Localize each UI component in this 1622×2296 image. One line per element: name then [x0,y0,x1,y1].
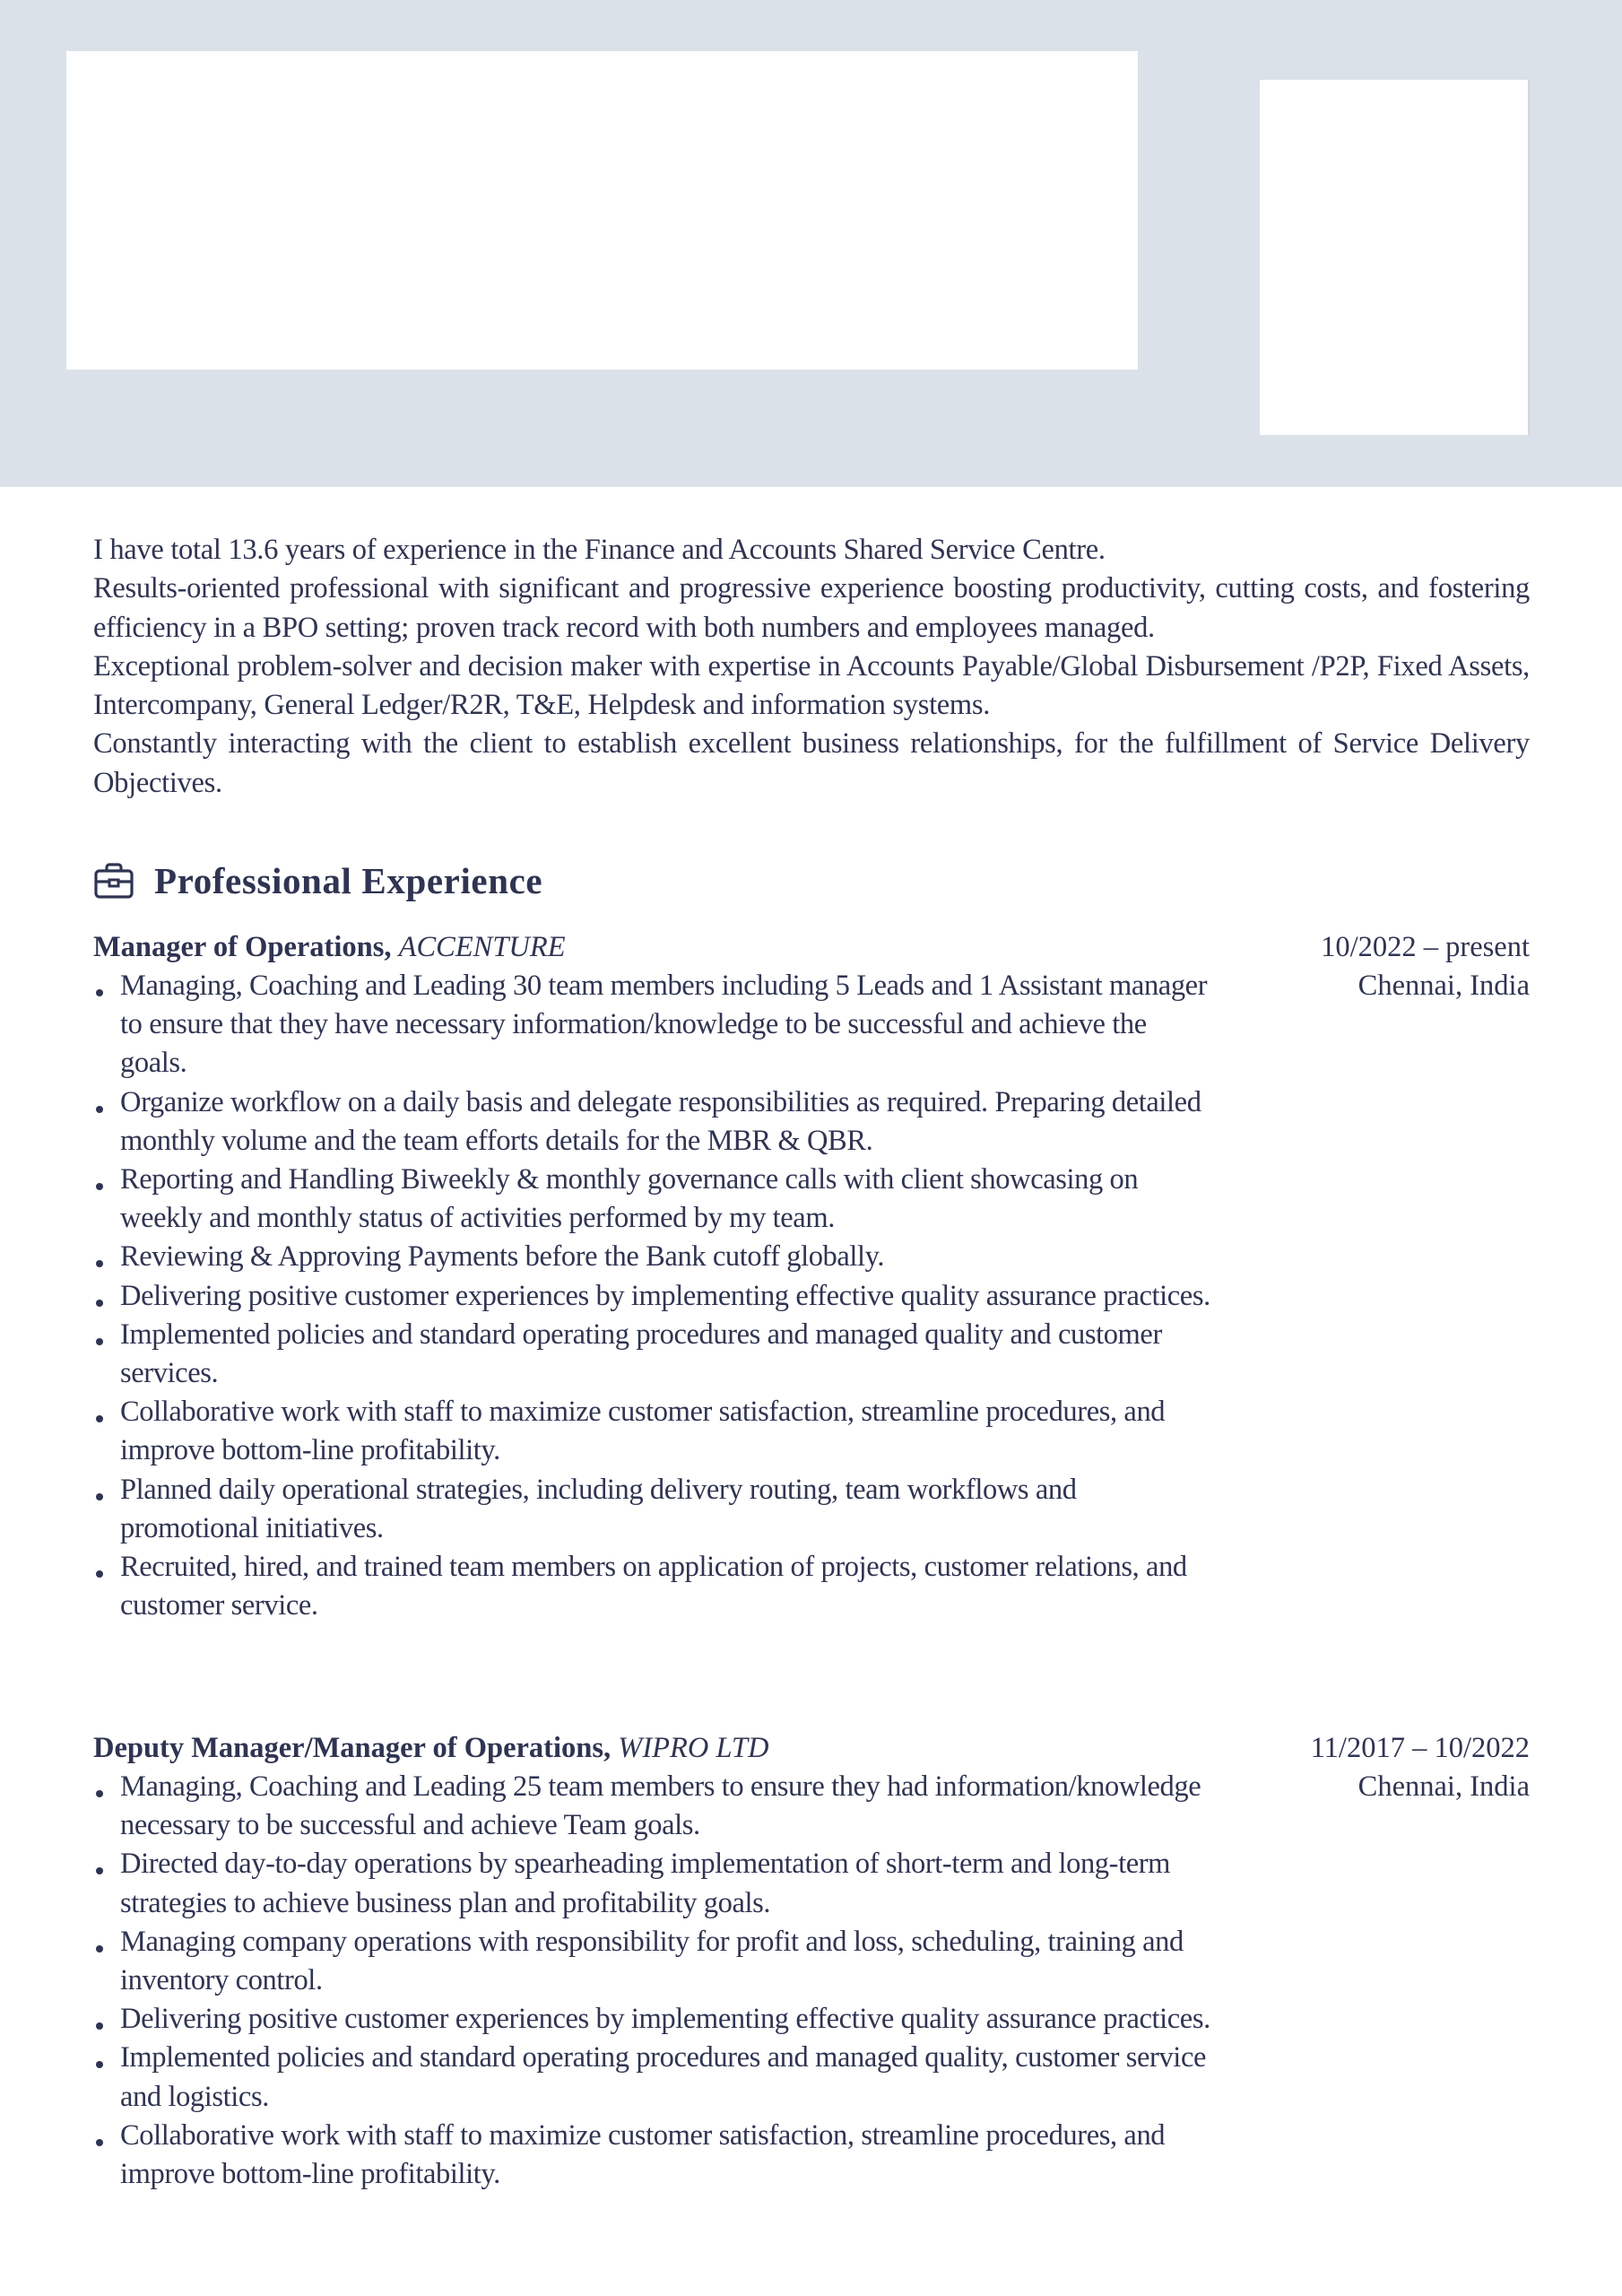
bullet-item: Managing, Coaching and Leading 25 team members to ensure they had information/knowledge necessary to be successful and achieve Team goals. [93,1768,1214,1845]
job-location: Chennai, India [1357,970,1530,1002]
bullet-item: Managing company operations with responsibility for profit and loss, scheduling, training and inventory control. [93,1923,1214,2000]
bullet-item: Collaborative work with staff to maximize customer satisfaction, streamline procedures, and improve bottom-line profitability. [93,1393,1214,1470]
job-entry-wipro [93,1729,1530,2194]
bullet-item: Reporting and Handling Biweekly & monthly governance calls with client showcasing on weekly and monthly status of activities performed by my team. [93,1161,1214,1238]
briefcase-icon [93,862,134,900]
job-dates: 11/2017 – 10/2022 [1310,1732,1530,1764]
bullet-item: Directed day-to-day operations by spearheading implementation of short-term and long-term strategies to achieve business plan and profitability goals. [93,1845,1214,1922]
job-header [93,928,1530,1002]
bullet-item: Implemented policies and standard operating procedures and managed quality and customer services. [93,1316,1214,1393]
job-title: Deputy Manager/Manager of Operations, [93,1732,612,1764]
section-heading-experience [93,854,542,908]
section-title: Professional Experience [154,860,543,901]
job-meta [1311,1729,1530,1806]
job-entry-accenture [93,928,1530,1625]
header-band [0,0,1622,487]
bullet-item: Planned daily operational strategies, including delivery routing, team workflows and promotional initiatives. [93,1471,1214,1548]
summary-line: I have total 13.6 years of experience in the Finance and Accounts Shared Service Centre. [93,534,1106,566]
job-title: Manager of Operations, [93,931,392,963]
job-meta [1321,928,1530,1005]
summary-line: Constantly interacting with the client to establish excellent business relationships, for the fulfillment of Service Delivery Objectives. [93,727,1530,799]
job-company: ACCENTURE [398,931,566,963]
bullet-item: Implemented policies and standard operating procedures and managed quality, customer service and logistics. [93,2039,1214,2116]
bullet-item: Delivering positive customer experiences by implementing effective quality assurance practices. [93,1277,1214,1316]
job-bullets [93,967,1214,1625]
bullet-item: Collaborative work with staff to maximize customer satisfaction, streamline procedures, and improve bottom-line profitability. [93,2117,1214,2194]
bullet-item: Managing, Coaching and Leading 30 team members including 5 Leads and 1 Assistant manager to ensure that they have necessary information/knowledge to be successful and achieve the goals. [93,967,1214,1083]
redacted-name-contact-box [66,51,1138,370]
summary-line: Exceptional problem-solver and decision maker with expertise in Accounts Payable/Global Disbursement /P2P, Fixed Assets, Intercompany, General Ledger/R2R, T&E, Helpdesk and information systems. [93,649,1530,722]
bullet-item: Reviewing & Approving Payments before the Bank cutoff globally. [93,1238,1214,1276]
bullet-item: Recruited, hired, and trained team members on application of projects, customer relations, and customer service. [93,1548,1214,1625]
job-company: WIPRO LTD [618,1732,769,1764]
redacted-photo-box [1260,80,1530,435]
job-header [93,1729,1530,1803]
job-location: Chennai, India [1357,1770,1530,1803]
bullet-item: Organize workflow on a daily basis and delegate responsibilities as required. Preparing detailed monthly volume and the team efforts details for the MBR & QBR. [93,1083,1214,1161]
summary-line: Results-oriented professional with significant and progressive experience boosting productivity, cutting costs, and fostering efficiency in a BPO setting; proven track record with both numbers and employees managed. [93,572,1530,644]
profile-summary [93,531,1530,803]
job-dates: 10/2022 – present [1321,931,1530,963]
job-bullets [93,1768,1214,2194]
bullet-item: Delivering positive customer experiences by implementing effective quality assurance practices. [93,2000,1214,2039]
